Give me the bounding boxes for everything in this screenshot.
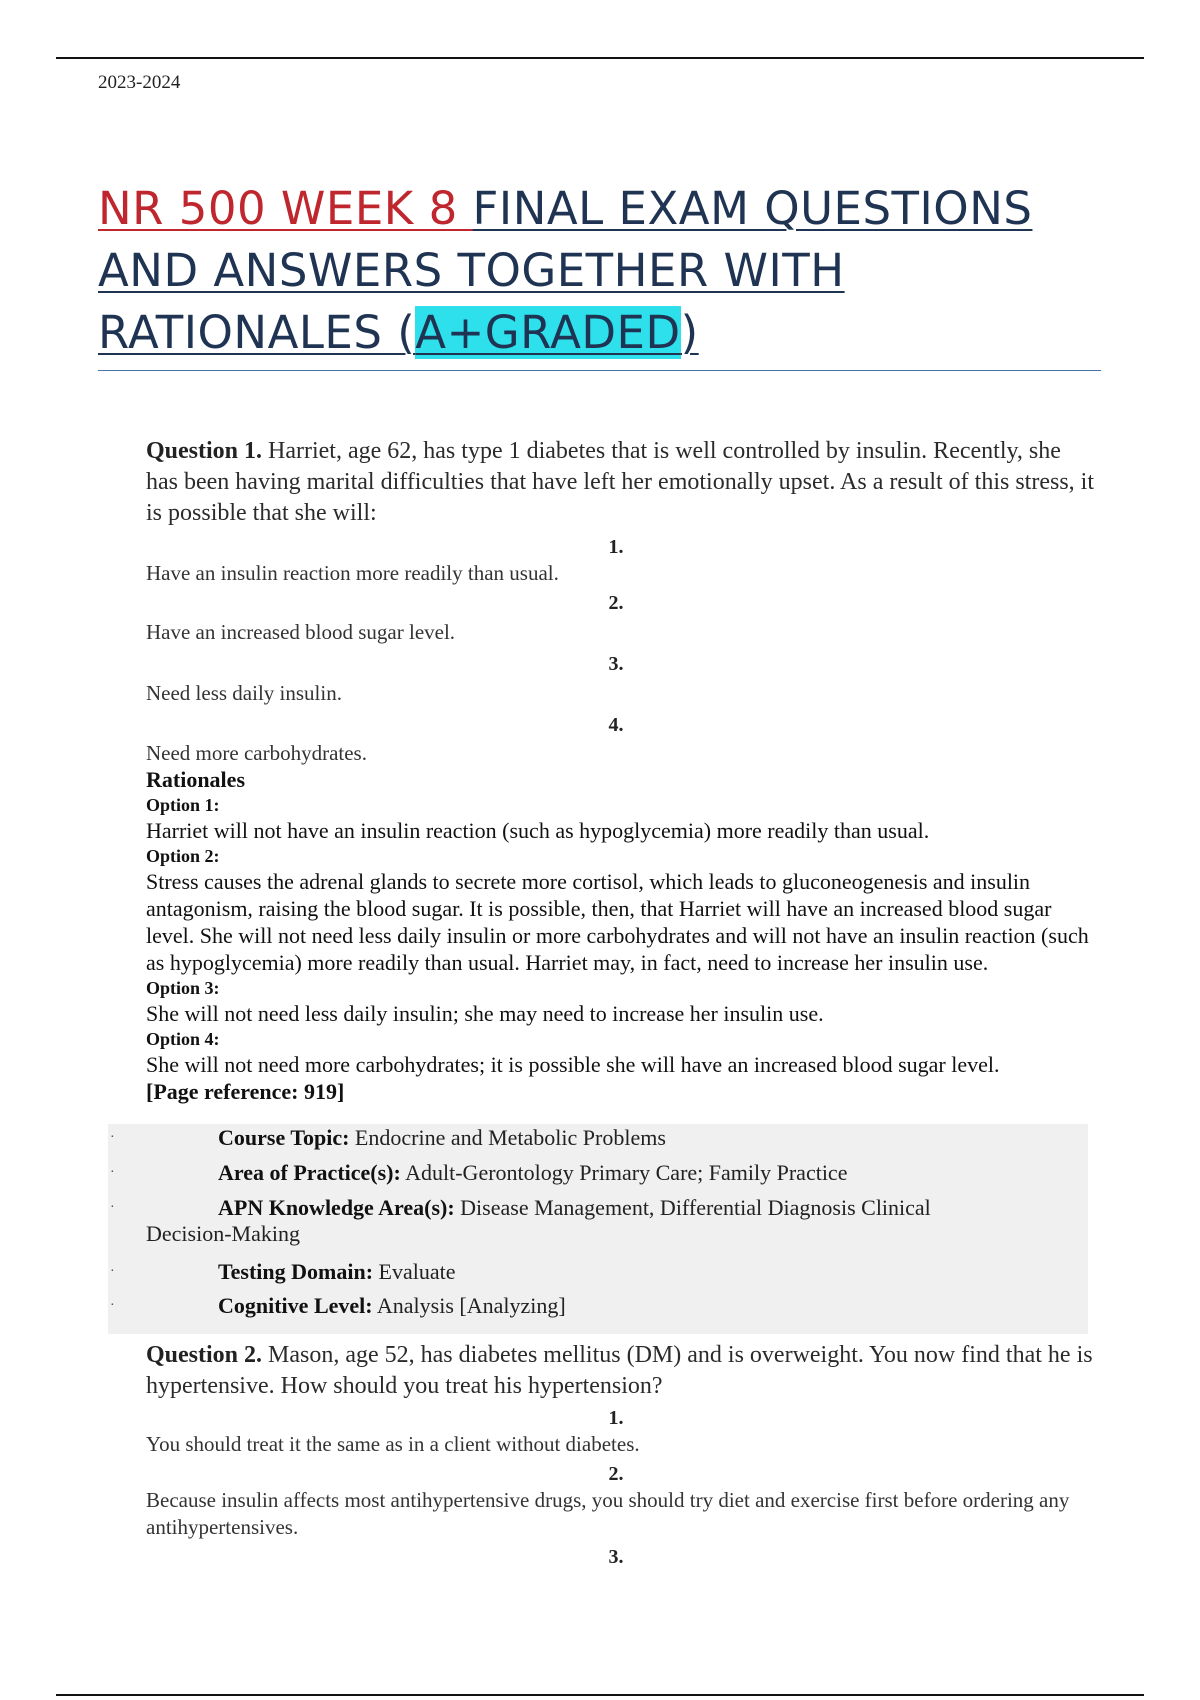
meta-key: Cognitive Level: xyxy=(218,1293,373,1318)
meta-value: Endocrine and Metabolic Problems xyxy=(349,1125,666,1150)
bullet: · xyxy=(110,1264,115,1279)
option-number: 3. xyxy=(608,653,624,675)
meta-key: APN Knowledge Area(s): xyxy=(218,1195,455,1220)
option-text: Have an increased blood sugar level. xyxy=(146,620,456,644)
question-2-stem xyxy=(146,1340,1096,1402)
question-1-metadata xyxy=(108,1124,1088,1334)
meta-knowledge-area-continued: Decision-Making xyxy=(146,1221,300,1246)
header-rule xyxy=(56,57,1144,59)
option-number: 1. xyxy=(608,1407,624,1429)
meta-key: Testing Domain: xyxy=(218,1259,374,1284)
option-text: You should treat it the same as in a client without diabetes. xyxy=(146,1432,640,1456)
question-1-stem xyxy=(146,436,1096,529)
rationale-label: Option 2: xyxy=(146,846,220,866)
question-1-text: Harriet, age 62, has type 1 diabetes that is well controlled by insulin. Recently, she has been having marital difficulties that have left her emotionally upset. As a result of this stress, it is possible that she will: xyxy=(146,438,1094,526)
option-number: 4. xyxy=(608,714,624,736)
meta-value: Evaluate xyxy=(373,1259,456,1284)
option-number: 1. xyxy=(608,536,624,558)
footer-rule xyxy=(56,1694,1144,1696)
title-end: ) xyxy=(680,306,699,359)
meta-value: Adult-Gerontology Primary Care; Family Practice xyxy=(400,1160,848,1185)
option-text: Because insulin affects most antihypertensive drugs, you should try diet and exercise first before ordering any antihypertensives. xyxy=(146,1488,1070,1539)
meta-key: Course Topic: xyxy=(218,1125,350,1150)
option-number: 2. xyxy=(608,1463,624,1485)
title-grade-highlight: A+GRADED xyxy=(415,306,681,359)
option-text: Need less daily insulin. xyxy=(146,681,342,705)
page-reference: [Page reference: 919] xyxy=(146,1079,345,1104)
academic-year: 2023-2024 xyxy=(98,72,181,93)
meta-key: Area of Practice(s): xyxy=(218,1160,401,1185)
rationales-heading: Rationales xyxy=(146,767,245,792)
rationale-label: Option 3: xyxy=(146,978,220,998)
meta-value: Analysis [Analyzing] xyxy=(372,1293,566,1318)
title-main: FINAL EXAM QUESTIONS AND ANSWERS TOGETHER WITH RATIONALES ( xyxy=(98,182,1033,359)
rationale-text: She will not need less daily insulin; she may need to increase her insulin use. xyxy=(146,1001,824,1026)
bullet: · xyxy=(110,1200,115,1215)
rationale-label: Option 1: xyxy=(146,795,220,815)
rationale-text: Stress causes the adrenal glands to secrete more cortisol, which leads to gluconeogenesis and insulin antagonism, raising the blood sugar. It is possible, then, that Harriet will have an increased blood sugar level. She will not need less daily insulin or more carbohydrates and will not have an insulin reaction (such as hypoglycemia) more readily than usual. Harriet may, in fact, need to increase her insulin use. xyxy=(146,869,1089,975)
title-underline-rule xyxy=(98,370,1101,371)
rationale-label: Option 4: xyxy=(146,1029,220,1049)
question-1-section xyxy=(146,436,1096,1106)
document-title xyxy=(98,178,1098,364)
option-text: Need more carbohydrates. xyxy=(146,741,367,765)
bullet: · xyxy=(110,1165,115,1180)
meta-value: Disease Management, Differential Diagnosis Clinical xyxy=(454,1195,931,1220)
question-2-section xyxy=(146,1340,1096,1570)
question-2-label: Question 2. xyxy=(146,1342,263,1368)
option-number: 3. xyxy=(608,1546,624,1568)
rationale-text: She will not need more carbohydrates; it is possible she will have an increased blood sugar level. xyxy=(146,1052,1000,1077)
bullet: · xyxy=(110,1130,115,1145)
option-text: Have an insulin reaction more readily than usual. xyxy=(146,561,559,585)
option-number: 2. xyxy=(608,592,624,614)
title-course-code: NR 500 WEEK 8 xyxy=(98,182,473,235)
question-1-label: Question 1. xyxy=(146,438,263,464)
rationale-text: Harriet will not have an insulin reaction (such as hypoglycemia) more readily than usual. xyxy=(146,818,930,843)
question-2-text: Mason, age 52, has diabetes mellitus (DM) and is overweight. You now find that he is hypertensive. How should you treat his hypertension? xyxy=(146,1342,1093,1399)
bullet: · xyxy=(110,1298,115,1313)
